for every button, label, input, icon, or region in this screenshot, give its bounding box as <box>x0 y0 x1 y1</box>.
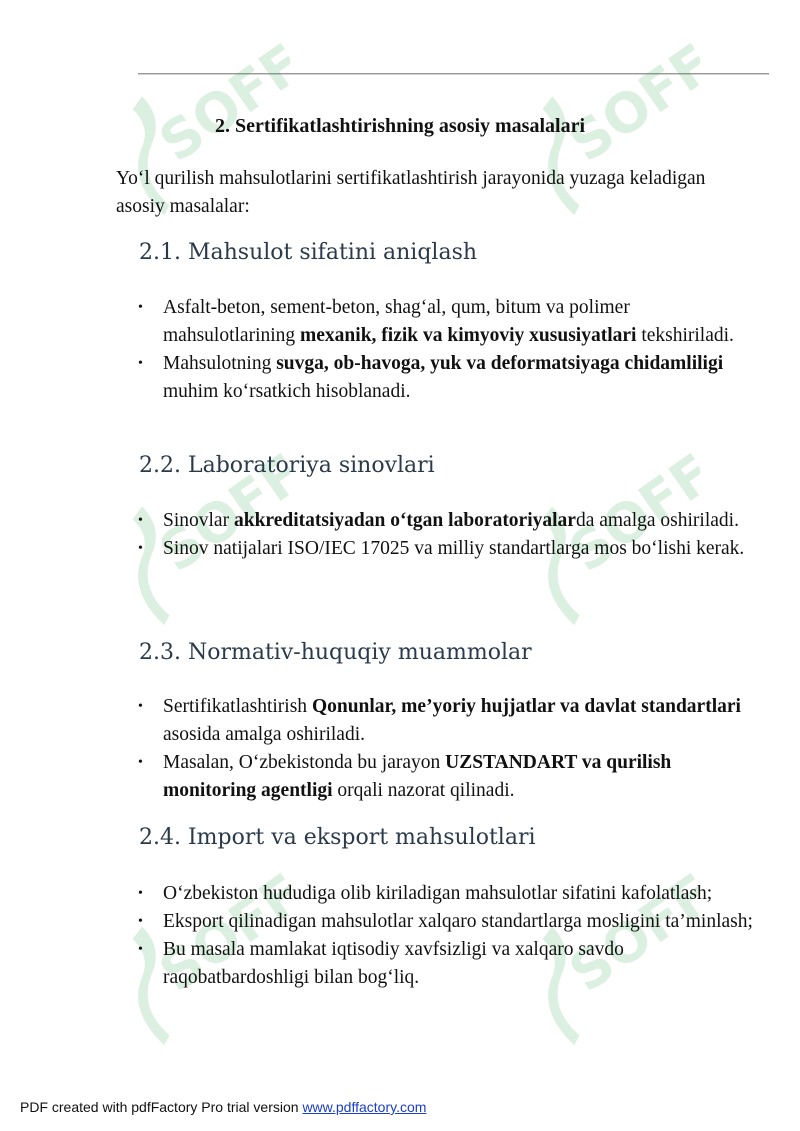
item-bold-text: akkreditatsiyadan o‘tgan laboratoriyalar <box>233 510 576 531</box>
item-text: Sertifikatlashtirish <box>163 696 312 717</box>
item-text: O‘zbekiston hududiga olib kiriladigan mahsulotlar sifatini kafolatlash; <box>163 883 713 904</box>
item-bold-text: mexanik, fizik va kimyoviy xususiyatlari <box>300 325 637 346</box>
bullet-icon: • <box>138 942 143 957</box>
list-item <box>138 350 763 406</box>
list-item <box>138 749 763 805</box>
intro-paragraph: Yo‘l qurilish mahsulotlarini sertifikatlashtirish jarayonida yuzaga keladigan asosiy masalalar: <box>116 168 706 217</box>
svg-text:SOFF: SOFF <box>558 441 700 585</box>
list-item <box>138 294 763 350</box>
section-list-2-2 <box>138 507 763 563</box>
item-text: Bu masala mamlakat iqtisodiy xavfsizligi va xalqaro savdo raqobatbardoshligi bilan bog‘liq. <box>163 939 624 988</box>
section-list-2-1 <box>138 294 763 406</box>
item-text: Masalan, O‘zbekistonda bu jarayon <box>163 752 446 773</box>
list-item <box>138 936 763 992</box>
item-text: Asfalt-beton, sement-beton, shag‘al, qum, bitum va polimer mahsulotlarining <box>163 297 630 346</box>
item-bold-text: suvga, ob-havoga, yuk va deformatsiyaga chidamliligi <box>276 353 724 374</box>
svg-text:SOFF: SOFF <box>558 31 700 175</box>
list-item <box>138 535 763 563</box>
top-divider <box>138 73 769 74</box>
item-bold-text: UZSTANDART va qurilish monitoring agentligi <box>163 752 672 801</box>
list-item <box>138 908 763 936</box>
section-heading-2-4: 2.4. Import va eksport mahsulotlari <box>139 825 536 850</box>
page-title: 2. Sertifikatlashtirishning asosiy masalalari <box>214 115 586 137</box>
item-text: muhim ko‘rsatkich hisoblanadi. <box>163 381 411 402</box>
bullet-icon: • <box>138 755 143 770</box>
bullet-icon: • <box>138 699 143 714</box>
bullet-icon: • <box>138 513 143 528</box>
svg-text:SOFF: SOFF <box>558 861 700 1005</box>
item-text: Sinovlar <box>163 510 234 531</box>
pdf-footer <box>20 1099 426 1115</box>
item-text: asosida amalga oshiriladi. <box>163 724 365 745</box>
bullet-icon: • <box>138 914 143 929</box>
list-item <box>138 693 763 749</box>
item-bold-text: Qonunlar, me’yoriy hujjatlar va davlat standartlari <box>311 696 741 717</box>
section-list-2-3 <box>138 693 763 805</box>
section-heading-2-2: 2.2. Laboratoriya sinovlari <box>139 453 435 478</box>
section-list-2-4 <box>138 880 763 992</box>
svg-text:SOFF: SOFF <box>148 861 290 1005</box>
svg-text:SOFF: SOFF <box>148 441 290 585</box>
list-item <box>138 880 763 908</box>
section-heading-2-3: 2.3. Normativ-huquqiy muammolar <box>139 640 532 665</box>
list-item <box>138 507 763 535</box>
item-text: tekshiriladi. <box>636 325 734 346</box>
pdffactory-link[interactable]: www.pdffactory.com <box>302 1099 427 1115</box>
bullet-icon: • <box>138 356 143 371</box>
item-text: Eksport qilinadigan mahsulotlar xalqaro standartlarga mosligini ta’minlash; <box>163 911 753 932</box>
bullet-icon: • <box>138 886 143 901</box>
bullet-icon: • <box>138 300 143 315</box>
bullet-icon: • <box>138 541 143 556</box>
footer-text: PDF created with pdfFactory Pro trial version <box>20 1099 303 1115</box>
item-text: orqali nazorat qilinadi. <box>332 780 515 801</box>
item-text: Sinov natijalari ISO/IEC 17025 va milliy standartlarga mos bo‘lishi kerak. <box>163 538 745 559</box>
svg-text:SOFF: SOFF <box>148 31 290 175</box>
section-heading-2-1: 2.1. Mahsulot sifatini aniqlash <box>139 240 478 265</box>
item-text: Mahsulotning <box>163 353 277 374</box>
item-text: da amalga oshiriladi. <box>575 510 739 531</box>
